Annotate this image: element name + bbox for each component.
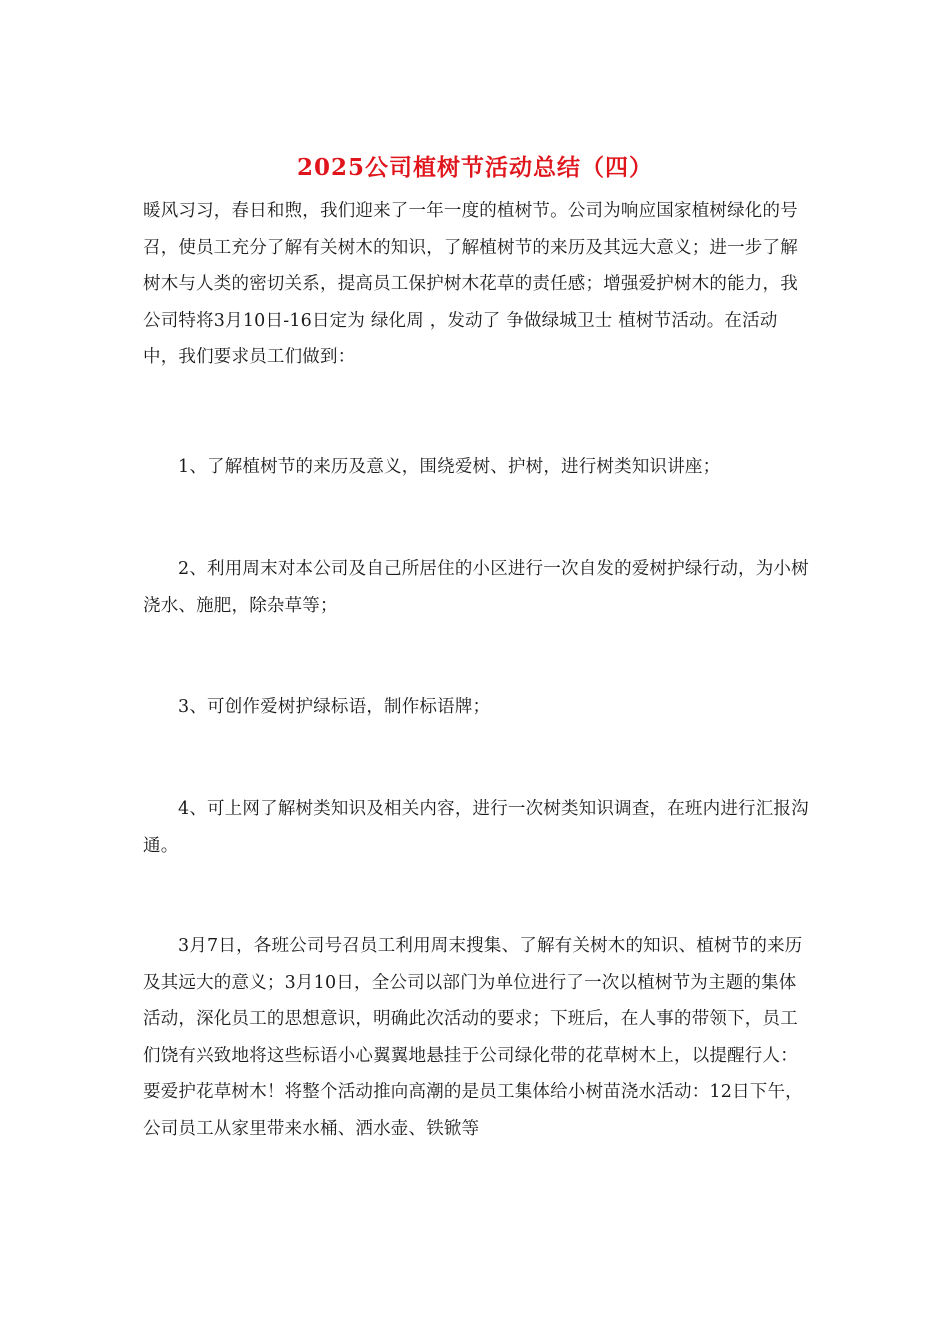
closing-paragraph: 3月7日，各班公司号召员工利用周末搜集、了解有关树木的知识、植树节的来历及其远大的意义；3月10日，全公司以部门为单位进行了一次以植树节为主题的集体活动，深化员工的思想意识，明确此次活动的要求；下班后，在人事的带领下，员工们饶有兴致地将这些标语小心翼翼地悬挂于公司绿化带的花草树木上，以提醒行人：要爱护花草树木！将整个活动推向高潮的是员工集体给小树苗浇水活动：12日下午，公司员工从家里带来水桶、洒水壶、铁锨等 <box>143 936 803 1139</box>
intro-paragraph: 暖风习习，春日和煦，我们迎来了一年一度的植树节。公司为响应国家植树绿化的号召，使员工充分了解有关树木的知识，了解植树节的来历及其远大意义；进一步了解树木与人类的密切关系，提高员工保护树木花草的责任感；增强爱护树木的能力，我公司特将3月10日-16日定为 绿化周 ，发动了 争做绿城卫士 植树节活动。在活动中，我们要求员工们做到： <box>143 201 798 367</box>
list-item-2: 2、利用周末对本公司及自己所居住的小区进行一次自发的爱树护绿行动，为小树浇水、施肥，除杂草等； <box>143 559 809 616</box>
list-item-3: 3、可创作爱树护绿标语，制作标语牌； <box>178 697 491 717</box>
list-item-4: 4、可上网了解树类知识及相关内容，进行一次树类知识调查，在班内进行汇报沟通。 <box>143 799 809 856</box>
document-title: 2025公司植树节活动总结（四） <box>296 154 653 181</box>
list-item-1: 1、了解植树节的来历及意义，围绕爱树、护树，进行树类知识讲座； <box>178 457 721 477</box>
